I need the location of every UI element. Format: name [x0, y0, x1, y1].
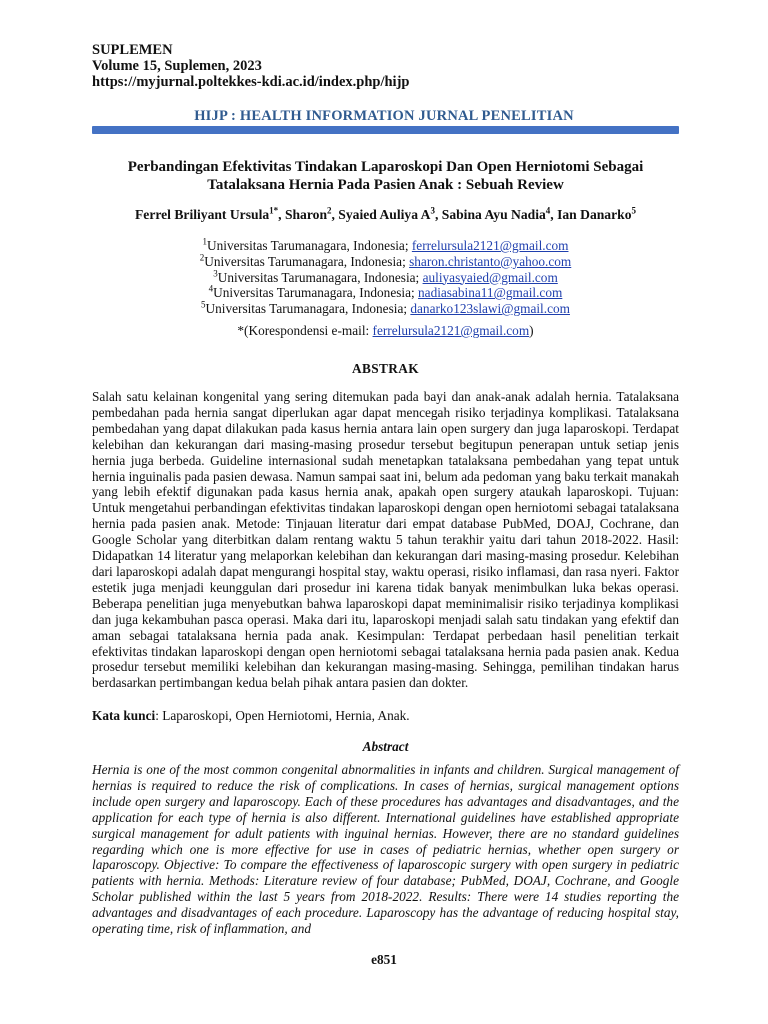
supplement-label: SUPLEMEN	[92, 42, 173, 58]
email-link[interactable]: auliyasyaied@gmail.com	[422, 269, 558, 285]
author-3: Syaied Auliya $A^3$,	[338, 205, 442, 222]
keywords-text: : Laparoskopi, Open Herniotomi, Hernia, Anak.	[155, 708, 410, 723]
email-link[interactable]: danarko123slawi@gmail.com	[410, 301, 570, 317]
affiliation-5: $^5$Universitas Tarumanagara, Indonesia; danarko123slawi@gmail.com	[201, 299, 570, 317]
journal-header	[92, 42, 409, 90]
affiliation-list	[92, 238, 679, 317]
correspondence-line: *(Korespondensi e-mail: ferrelursula2121@gmail.com)	[237, 323, 534, 338]
author-4: Sabina Ayu Nadia$^4$,	[441, 205, 558, 222]
abstrak-body: Salah satu kelainan kongenital yang sering ditemukan pada bayi dan anak-anak adalah hernia. Tatalaksana pembedahan pada hernia sangat diperlukan agar dapat mencegah risiko terjadinya komplikasi. Tatalaksana pembedahan yang dapat dilakukan pada kasus hernia antara lain open surgery dan juga laparoskopi. Terdapat kelebihan dan kekurangan dari masing-masing prosedur tersebut begitupun penerapan untuk setiap jenis hernia juga berbeda. Guideline internasional sudah menetapkan tatalaksana pembedahan yang tepat untuk hernia inguinalis pada pasien dewasa. Namun sampai saat ini, belum ada pedoman yang baku terkait manakah yang lebih efektif digunakan pada kasus hernia anak, apakah open surgery ataukah laparoskopi. Tujuan: Untuk mengetahui perbandingan efektivitas tindakan laparoskopi dengan open herniotomi sebagai tatalaksana hernia pada pasien anak. Metode: Tinjauan literatur dari empat database PubMed, DOAJ, Cochrane, dan Google Scholar yang diterbitkan dalam rentang waktu 5 tahun terakhir yaitu dari tahun 2018-2022. Hasil: Didapatkan 14 literatur yang melaporkan kelebihan dan kekurangan dari masing-masing prosedur. Kelebihan dari laparoskopi adalah dapat mengurangi hospital stay, waktu operasi, risiko inflamasi, dan rasa nyeri. Faktor estetik juga menjadi keunggulan dari prosedur ini karena tidak banyak menimbulkan luka bekas operasi. Beberapa penelitian juga menyebutkan bahwa laparoskopi dapat meminimalisir risiko terjadinya komplikasi dan juga kekambuhan pasca operasi. Maka dari itu, laparoskopi menjadi salah satu tindakan yang efektif dan aman sebagai tatalaksana hernia pada anak. Kesimpulan: Terdapat perbedaan hasil penelitian terkait efektivitas tindakan laparoskopi dengan open herniotomi sebagai tatalaksana hernia pada pasien anak. Kedua prosedur tersebut memiliki kelebihan dan kekurangan masing-masing. Sehingga, pemilihan tindakan harus berdasarkan pertimbangan kedua belah pihak antara pasien dan dokter.	[92, 389, 679, 691]
volume-info: Volume 15, Suplemen, 2023	[92, 58, 262, 74]
email-link[interactable]: sharon.christanto@yahoo.com	[409, 253, 572, 269]
email-link[interactable]: ferrelursula2121@gmail.com	[411, 238, 569, 253]
abstrak-heading: ABSTRAK	[351, 361, 420, 376]
email-link[interactable]: nadiasabina11@gmail.com	[418, 285, 563, 301]
journal-url: https://myjurnal.poltekkes-kdi.ac.id/index.php/hijp	[92, 74, 410, 90]
abstract-heading: Abstract	[362, 739, 409, 754]
affiliation-2: $^2$Universitas Tarumanagara, Indonesia; sharon.christanto@yahoo.com	[199, 252, 572, 269]
correspondence-email-link[interactable]: ferrelursula2121@gmail.com	[372, 323, 530, 338]
article-title	[92, 158, 679, 194]
header-divider-bar	[92, 126, 679, 134]
affiliation-4: $^4$Universitas Tarumanagara, Indonesia; nadiasabina11@gmail.com	[208, 283, 563, 301]
affiliation-3: $^3$Universitas Tarumanagara, Indonesia; auliyasyaied@gmail.com	[213, 268, 558, 285]
author-2: Sharon$^2$,	[284, 205, 339, 222]
author-5: Ian Danarko$^5$	[557, 205, 636, 222]
journal-name: HIJP : HEALTH INFORMATION JURNAL PENELITIAN	[194, 108, 574, 124]
keywords-line	[92, 708, 679, 724]
author-list	[92, 207, 679, 223]
author-1: Ferrel Briliyant Ursula$^{1*}$,	[134, 205, 285, 222]
keywords-label: Kata kunci	[92, 708, 156, 723]
title-line-1: Perbandingan Efektivitas Tindakan Laparoskopi Dan Open Herniotomi Sebagai	[127, 159, 644, 175]
title-line-2: Tatalaksana Hernia Pada Pasien Anak : Sebuah Review	[207, 177, 564, 193]
abstract-body: Hernia is one of the most common congenital abnormalities in infants and children. Surgical management of hernias is required to reduce the risk of complications. In cases of hernias, surgical management options include open surgery and laparoscopy. Each of these procedures has advantages and disadvantages, and the application for each type of hernia is also different. International guidelines have established appropriate surgical management for adult patients with inguinal hernias. However, there are no standard guidelines regarding which one is more effective for use in cases of pediatric hernias, whether open surgery or laparoscopy. Objective: To compare the effectiveness of laparoscopic surgery with open surgery in pediatric patients with hernia. Methods: Literature review of four database; PubMed, DOAJ, Cochrane, and Google Scholar published within the last 5 years from 2018-2022. Results: There were 14 studies reporting the advantages and disadvantages of each procedure. Laparoscopy has the advantage of reducing hospital stay, operating time, risk of inflammation, and	[92, 762, 679, 937]
page-number: e851	[371, 952, 397, 967]
affiliation-1: $^1$Universitas Tarumanagara, Indonesia; ferrelursula2121@gmail.com	[202, 236, 569, 253]
